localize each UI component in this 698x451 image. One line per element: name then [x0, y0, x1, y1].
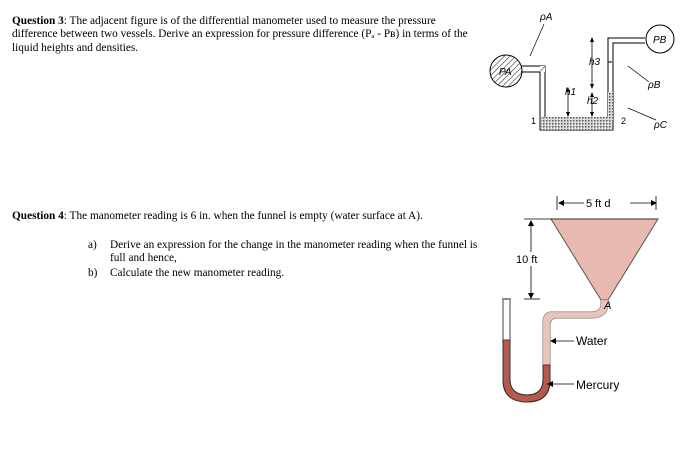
vessel-b-label: PB	[653, 35, 667, 46]
h1-label: h1	[565, 87, 577, 98]
manometer-fluid-bottom	[541, 117, 612, 130]
width-label: 5 ft d	[586, 198, 611, 210]
point-a-label: A	[604, 300, 612, 312]
number-2-label: 2	[621, 116, 627, 126]
item-text: Calculate the new manometer reading.	[110, 267, 285, 279]
question-3-text: : The adjacent figure is of the differential manometer used to measure the pressure difference between two vessels. Derive an expression for pressure difference (Pₐ - Pʙ) in terms of the liquid heights and densities.	[12, 15, 468, 54]
funnel	[551, 219, 658, 300]
question-4-label: Question 4	[12, 210, 64, 222]
question-3-label: Question 3	[12, 15, 64, 27]
number-1-label: 1	[531, 116, 537, 126]
h3-label: h3	[589, 57, 601, 68]
mercury-label: Mercury	[576, 378, 620, 392]
pa-label: ρA	[540, 12, 553, 23]
h2-label: h2	[587, 96, 599, 107]
item-text: Derive an expression for the change in the manometer reading when the funnel is full and hence,	[110, 239, 478, 264]
item-marker: a)	[88, 239, 97, 251]
water-label: Water	[576, 334, 608, 348]
pc-label: ρC	[654, 120, 667, 131]
manometer-fluid-right	[608, 92, 613, 122]
manometer-fluid-left	[540, 66, 545, 72]
height-label: 10 ft	[516, 254, 538, 266]
vessel-a-label: PA	[499, 67, 512, 78]
pb-label: ρB	[648, 80, 661, 91]
question-4-text: : The manometer reading is 6 in. when the funnel is empty (water surface at A).	[63, 210, 423, 222]
item-marker: b)	[88, 267, 98, 279]
